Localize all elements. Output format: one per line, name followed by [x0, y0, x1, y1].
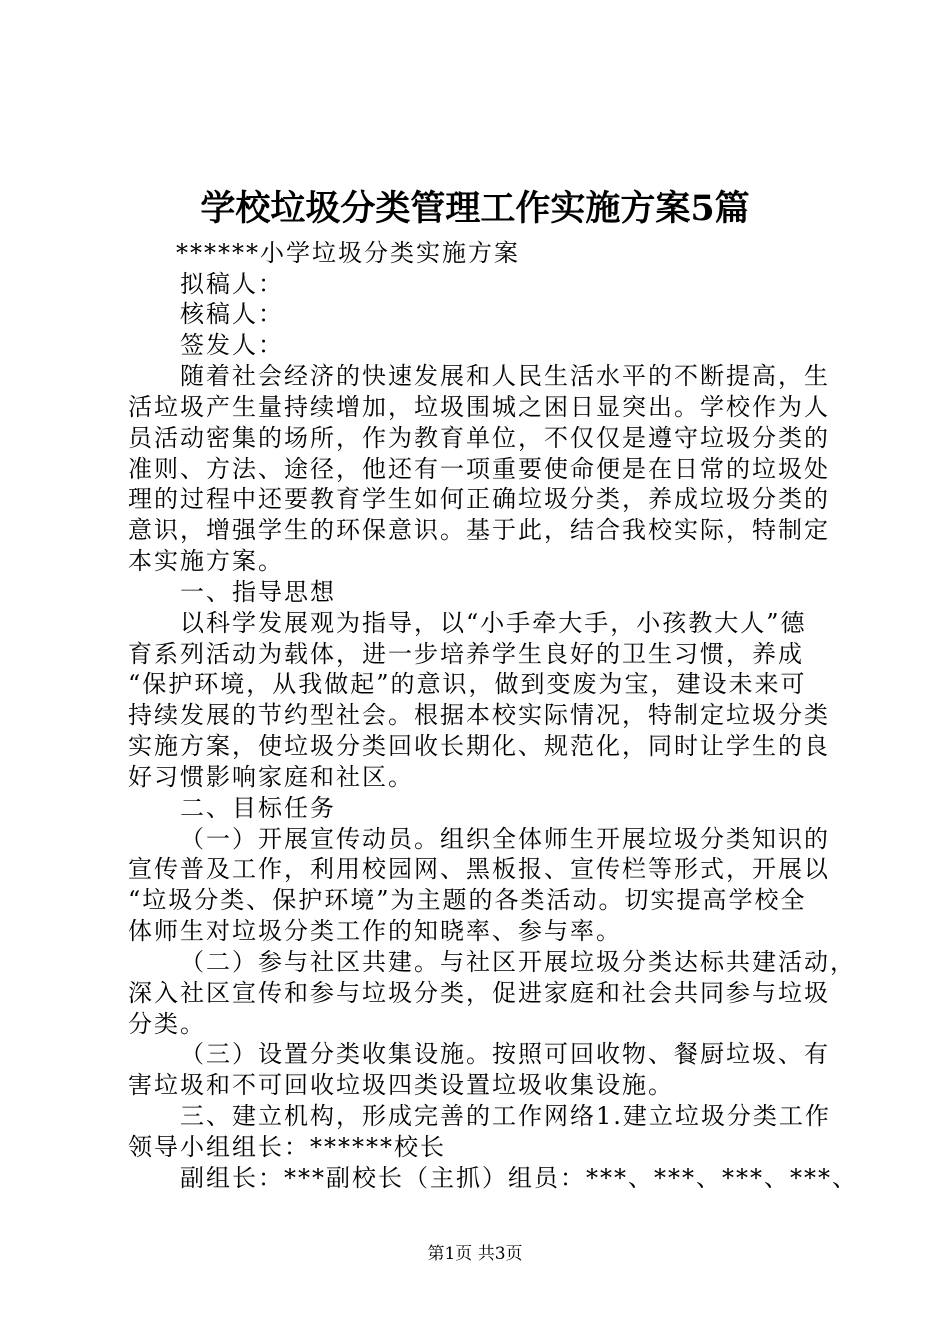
body-line: 害垃圾和不可回收垃圾四类设置垃圾收集设施。	[128, 1071, 674, 1099]
body-line: 理的过程中还要教育学生如何正确垃圾分类，养成垃圾分类的	[128, 485, 830, 513]
body-line: 签发人：	[180, 331, 284, 359]
body-line: 宣传普及工作，利用校园网、黑板报、宣传栏等形式，开展以	[128, 855, 830, 883]
page-number-footer: 第1页 共3页	[427, 1244, 523, 1264]
section-heading: 三、建立机构，形成完善的工作网络1.建立垃圾分类工作	[180, 1102, 831, 1130]
body-line: “垃圾分类、保护环境”为主题的各类活动。切实提高学校全	[128, 886, 807, 914]
body-line: （一）开展宣传动员。组织全体师生开展垃圾分类知识的	[180, 825, 830, 853]
body-line: 核稿人：	[180, 300, 284, 328]
body-line: 副组长：***副校长（主抓）组员：***、***、***、***、	[180, 1164, 858, 1192]
body-line: “保护环境，从我做起”的意识，做到变废为宝，建设未来可	[128, 670, 807, 698]
document-title: 学校垃圾分类管理工作实施方案5篇	[200, 188, 750, 229]
body-line: 深入社区宣传和参与垃圾分类，促进家庭和社会共同参与垃圾	[128, 979, 830, 1007]
body-line: 拟稿人：	[180, 270, 284, 298]
section-heading: 一、指导思想	[180, 578, 336, 606]
body-line: 本实施方案。	[128, 547, 284, 575]
body-line: （三）设置分类收集设施。按照可回收物、餐厨垃圾、有	[180, 1040, 830, 1068]
body-line: 实施方案，使垃圾分类回收长期化、规范化，同时让学生的良	[128, 732, 830, 760]
body-line: 以科学发展观为指导，以“小手牵大手，小孩教大人”德	[180, 609, 807, 637]
body-line: ******小学垃圾分类实施方案	[176, 239, 520, 267]
body-line: 员活动密集的场所，作为教育单位，不仅仅是遵守垃圾分类的	[128, 424, 830, 452]
body-line: 意识，增强学生的环保意识。基于此，结合我校实际，特制定	[128, 516, 830, 544]
body-line: 育系列活动为载体，进一步培养学生良好的卫生习惯，养成	[128, 640, 804, 668]
body-line: 随着社会经济的快速发展和人民生活水平的不断提高，生	[180, 362, 830, 390]
body-line: 活垃圾产生量持续增加，垃圾围城之困日显突出。学校作为人	[128, 393, 830, 421]
body-line: 好习惯影响家庭和社区。	[128, 763, 414, 791]
body-line: （二）参与社区共建。与社区开展垃圾分类达标共建活动，	[180, 948, 856, 976]
body-line: 体师生对垃圾分类工作的知晓率、参与率。	[128, 917, 622, 945]
body-line: 持续发展的节约型社会。根据本校实际情况，特制定垃圾分类	[128, 701, 830, 729]
body-line: 分类。	[128, 1010, 206, 1038]
body-line: 领导小组组长：******校长	[128, 1133, 446, 1161]
section-heading: 二、目标任务	[180, 794, 336, 822]
body-line: 准则、方法、途径，他还有一项重要使命便是在日常的垃圾处	[128, 455, 830, 483]
